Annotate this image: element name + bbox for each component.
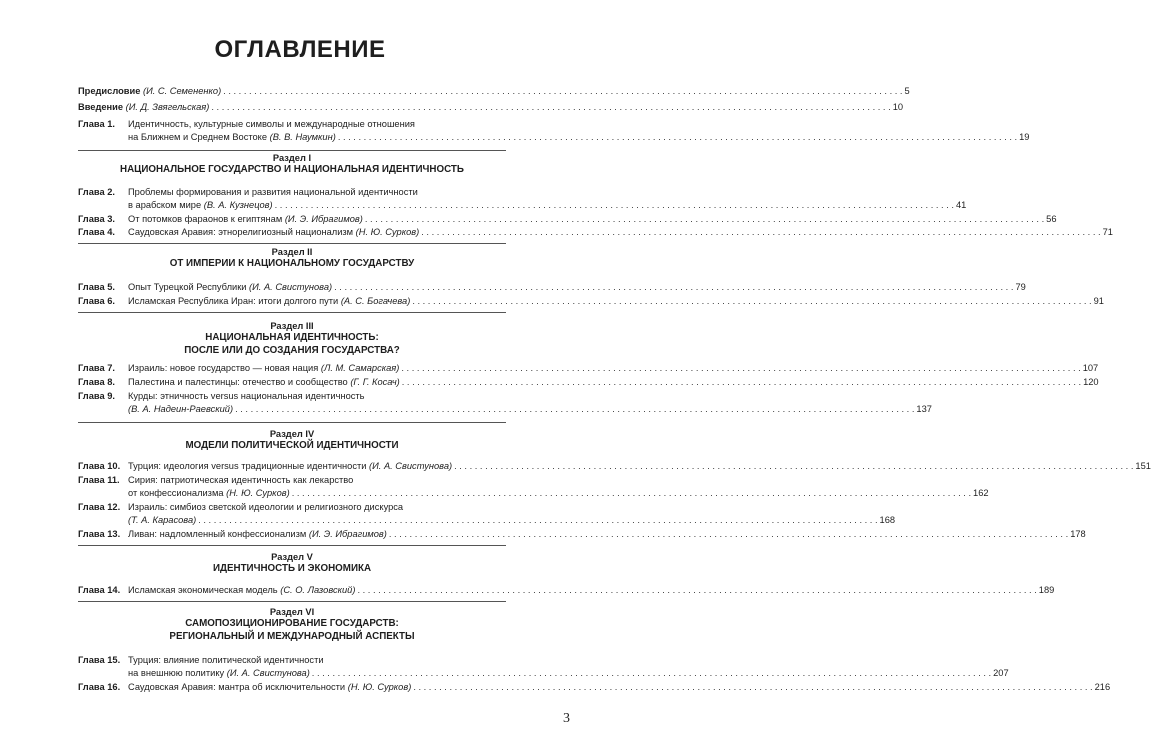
leader-dots: . . . . . . . . . . . . . . . . . . . . . . . . . . . . . . . . . . . . . . . . . . . . . . . . . . . . . . . . . . . . . . . . . . . . . . . . . . . . . . . . . . . . . . . . . . . . . . . . . . . . . . . . . . . . . . . . . . . . . . . . . . . . . . . . . . . . (211, 102, 891, 112)
entry-page: 10 (892, 102, 904, 112)
entry-author: (И. Э. Ибрагимов) (308, 529, 387, 539)
leader-dots: . . . . . . . . . . . . . . . . . . . . . . . . . . . . . . . . . . . . . . . . . . . . . . . . . . . . . . . . . . . . . . . . . . . . . . . . . . . . . . . . . . . . . . . . . . . . . . . . . . . . . . . . . . . . . . . . . . . . . . . . . . . . . . . . . . . . (223, 86, 903, 96)
section-title: НАЦИОНАЛЬНАЯ ИДЕНТИЧНОСТЬ: (205, 332, 379, 343)
section-title: САМОПОЗИЦИОНИРОВАНИЕ ГОСУДАРСТВ: (185, 618, 399, 629)
leader-dots: . . . . . . . . . . . . . . . . . . . . . . . . . . . . . . . . . . . . . . . . . . . . . . . . . . . . . . . . . . . . . . . . . . . . . . . . . . . . . . . . . . . . . . . . . . . . . . . . . . . . . . . . . . . . . . . . . . . . . . . . . . . . . . . . . . . . (388, 529, 1069, 539)
leader-dots: . . . . . . . . . . . . . . . . . . . . . . . . . . . . . . . . . . . . . . . . . . . . . . . . . . . . . . . . . . . . . . . . . . . . . . . . . . . . . . . . . . . . . . . . . . . . . . . . . . . . . . . . . . . . . . . . . . . . . . . . . . . . . . . . . . . . (413, 682, 1093, 692)
entry-label: Глава 12. (78, 502, 121, 512)
entry-title-line: на Ближнем и Среднем Востоке (128, 132, 270, 142)
entry-author: (Т. А. Карасова) (128, 515, 197, 525)
leader-dots: . . . . . . . . . . . . . . . . . . . . . . . . . . . . . . . . . . . . . . . . . . . . . . . . . . . . . . . . . . . . . . . . . . . . . . . . . . . . . . . . . . . . . . . . . . . . . . . . . . . . . . . . . . . . . . . . . . . . . . . . . . . . . . . . . . . . (357, 585, 1037, 595)
entry-author: (И. Э. Ибрагимов) (284, 214, 363, 224)
entry-author: (Г. Г. Косач) (350, 377, 400, 387)
entry-author: (Н. Ю. Сурков) (226, 488, 290, 498)
leader-dots: . . . . . . . . . . . . . . . . . . . . . . . . . . . . . . . . . . . . . . . . . . . . . . . . . . . . . . . . . . . . . . . . . . . . . . . . . . . . . . . . . . . . . . . . . . . . . . . . . . . . . . . . . . . . . . . . . . . . . . . . . . . . . . . . . . . . (311, 668, 992, 678)
entry-label: Глава 6. (78, 296, 115, 306)
entry-author: (И. С. Семененко) (142, 86, 222, 96)
section-title: НАЦИОНАЛЬНОЕ ГОСУДАРСТВО И НАЦИОНАЛЬНАЯ ИДЕНТИЧНОСТЬ (120, 164, 464, 175)
entry-author: (И. А. Свистунова) (369, 461, 453, 471)
entry-label: Глава 11. (78, 475, 120, 485)
leader-dots: . . . . . . . . . . . . . . . . . . . . . . . . . . . . . . . . . . . . . . . . . . . . . . . . . . . . . . . . . . . . . . . . . . . . . . . . . . . . . . . . . . . . . . . . . . . . . . . . . . . . . . . . . . . . . . . . . . . . . . . . . . . . . . . . . . . . (412, 296, 1092, 306)
section-title: ПОСЛЕ ИЛИ ДО СОЗДАНИЯ ГОСУДАРСТВА? (184, 344, 400, 356)
entry-author: (В. А. Кузнецов) (203, 200, 273, 210)
entry-label: Глава 10. (78, 461, 121, 471)
entry-page: 71 (1102, 227, 1113, 237)
page-title: ОГЛАВЛЕНИЕ (214, 36, 386, 63)
section-heading-3 (78, 320, 506, 357)
entry-title-line: на внешнюю политику (128, 668, 227, 678)
page-number: 3 (563, 711, 570, 726)
entry-label: Введение (78, 102, 124, 112)
entry-title-line: в арабском мире (128, 200, 204, 210)
entry-author: (Н. Ю. Сурков) (355, 227, 420, 237)
leader-dots: . . . . . . . . . . . . . . . . . . . . . . . . . . . . . . . . . . . . . . . . . . . . . . . . . . . . . . . . . . . . . . . . . . . . . . . . . . . . . . . . . . . . . . . . . . . . . . . . . . . . . . . . . . . . . . . . . . . . . . . . . . . . . . . . . . . . (364, 214, 1045, 224)
section-divider (78, 150, 506, 151)
entry-page: 19 (1019, 132, 1030, 142)
entry-title-line: Сирия: патриотическая идентичность как лекарство (128, 475, 354, 485)
section-heading-4 (78, 428, 506, 453)
section-title: РЕГИОНАЛЬНЫЙ И МЕЖДУНАРОДНЫЙ АСПЕКТЫ (169, 630, 415, 642)
entry-page: 56 (1046, 214, 1057, 224)
entry-title-line: Идентичность, культурные символы и международные отношения (128, 119, 415, 129)
entry-title-line: Палестина и палестинцы: отечество и сообщество (128, 377, 351, 387)
section-heading-6 (78, 606, 506, 643)
entry-title-line: Саудовская Аравия: мантра об исключительности (128, 682, 348, 692)
entry-author: (И. А. Свистунова) (249, 282, 333, 292)
leader-dots: . . . . . . . . . . . . . . . . . . . . . . . . . . . . . . . . . . . . . . . . . . . . . . . . . . . . . . . . . . . . . . . . . . . . . . . . . . . . . . . . . . . . . . . . . . . . . . . . . . . . . . . . . . . . . . . . . . . . . . . . . . . . . . . . . . . . (334, 282, 1014, 292)
entry-title-line: Турция: идеология versus традиционные идентичности (128, 461, 370, 471)
entry-label: Глава 2. (78, 187, 115, 197)
entry-author: (И. А. Свистунова) (226, 668, 310, 678)
entry-title-line: Турция: влияние политической идентичности (128, 655, 324, 665)
section-heading-5 (78, 551, 506, 576)
leader-dots: . . . . . . . . . . . . . . . . . . . . . . . . . . . . . . . . . . . . . . . . . . . . . . . . . . . . . . . . . . . . . . . . . . . . . . . . . . . . . . . . . . . . . . . . . . . . . . . . . . . . . . . . . . . . . . . . . . . . . . . . . . . . . . . . . . . . (421, 227, 1101, 237)
entry-page: 79 (1015, 282, 1026, 292)
section-divider (78, 422, 506, 423)
entry-author: (В. В. Наумкин) (269, 132, 336, 142)
leader-dots: . . . . . . . . . . . . . . . . . . . . . . . . . . . . . . . . . . . . . . . . . . . . . . . . . . . . . . . . . . . . . . . . . . . . . . . . . . . . . . . . . . . . . . . . . . . . . . . . . . . . . . . . . . . . . . . . . . . . . . . . . . . . . . . . . . . . (235, 404, 915, 414)
entry-label: Глава 7. (78, 363, 115, 373)
entry-label: Предисловие (78, 86, 141, 96)
entry-title-line: Проблемы формирования и развития национальной идентичности (128, 187, 418, 197)
entry-page: 168 (879, 515, 896, 525)
entry-page: 120 (1083, 377, 1099, 387)
entry-page: 137 (916, 404, 932, 414)
entry-title-line: Израиль: симбиоз светской идеологии и религиозного дискурса (128, 502, 404, 512)
leader-dots: . . . . . . . . . . . . . . . . . . . . . . . . . . . . . . . . . . . . . . . . . . . . . . . . . . . . . . . . . . . . . . . . . . . . . . . . . . . . . . . . . . . . . . . . . . . . . . . . . . . . . . . . . . . . . . . . . . . . . . . . . . . . . . . . . . . . (337, 132, 1018, 142)
section-label: Раздел II (271, 247, 313, 257)
entry-label: Глава 13. (78, 529, 121, 539)
entry-page: 41 (955, 200, 967, 210)
leader-dots: . . . . . . . . . . . . . . . . . . . . . . . . . . . . . . . . . . . . . . . . . . . . . . . . . . . . . . . . . . . . . . . . . . . . . . . . . . . . . . . . . . . . . . . . . . . . . . . . . . . . . . . . . . . . . . . . . . . . . . . . . . . . . . . . . . . . (198, 515, 878, 525)
entry-page: 178 (1070, 529, 1086, 539)
entry-page: 5 (904, 86, 910, 96)
entry-title-line: Ливан: надломленный конфессионализм (128, 529, 309, 539)
section-title: ОТ ИМПЕРИИ К НАЦИОНАЛЬНОМУ ГОСУДАРСТВУ (169, 258, 415, 269)
section-label: Раздел V (271, 552, 313, 562)
entry-author: (С. О. Лазовский) (280, 585, 356, 595)
section-title: ИДЕНТИЧНОСТЬ И ЭКОНОМИКА (212, 563, 372, 574)
section-label: Раздел III (270, 321, 314, 331)
entry-title-line: Израиль: новое государство — новая нация (128, 363, 321, 373)
entry-author: (И. Д. Звягельская) (125, 102, 210, 112)
entry-page: 216 (1094, 682, 1111, 692)
section-label: Раздел IV (269, 429, 315, 439)
entry-author: (Н. Ю. Сурков) (347, 682, 412, 692)
entry-title-line: Опыт Турецкой Республики (128, 282, 250, 292)
entry-author: (Л. М. Самарская) (320, 363, 400, 373)
entry-label: Глава 9. (78, 391, 115, 401)
entry-page: 162 (973, 488, 989, 498)
entry-author: (А. С. Богачева) (340, 296, 411, 306)
leader-dots: . . . . . . . . . . . . . . . . . . . . . . . . . . . . . . . . . . . . . . . . . . . . . . . . . . . . . . . . . . . . . . . . . . . . . . . . . . . . . . . . . . . . . . . . . . . . . . . . . . . . . . . . . . . . . . . . . . . . . . . . . . . . . . . . . . . . (291, 488, 972, 498)
leader-dots: . . . . . . . . . . . . . . . . . . . . . . . . . . . . . . . . . . . . . . . . . . . . . . . . . . . . . . . . . . . . . . . . . . . . . . . . . . . . . . . . . . . . . . . . . . . . . . . . . . . . . . . . . . . . . . . . . . . . . . . . . . . . . . . . . . . . (401, 377, 1082, 387)
entry-author: (В. А. Надеин-Раевский) (128, 404, 234, 414)
entry-page: 107 (1082, 363, 1099, 373)
entry-page: 207 (993, 668, 1009, 678)
entry-label: Глава 15. (78, 655, 121, 665)
entry-title-line: Исламская экономическая модель (128, 585, 281, 595)
leader-dots: . . . . . . . . . . . . . . . . . . . . . . . . . . . . . . . . . . . . . . . . . . . . . . . . . . . . . . . . . . . . . . . . . . . . . . . . . . . . . . . . . . . . . . . . . . . . . . . . . . . . . . . . . . . . . . . . . . . . . . . . . . . . . . . . . . . . (454, 461, 1134, 471)
entry-title-line: От потомков фараонов к египтянам (128, 214, 285, 224)
section-heading-2 (78, 246, 506, 271)
entry-label: Глава 3. (78, 214, 115, 224)
entry-title-line: Саудовская Аравия: этнорелигиозный национализм (128, 227, 356, 237)
entry-label: Глава 5. (78, 282, 115, 292)
leader-dots: . . . . . . . . . . . . . . . . . . . . . . . . . . . . . . . . . . . . . . . . . . . . . . . . . . . . . . . . . . . . . . . . . . . . . . . . . . . . . . . . . . . . . . . . . . . . . . . . . . . . . . . . . . . . . . . . . . . . . . . . . . . . . . . . . . . . (274, 200, 954, 210)
entry-page: 189 (1038, 585, 1055, 595)
entry-title-line: от конфессионализма (128, 488, 227, 498)
entry-label: Глава 14. (78, 585, 121, 595)
entry-label: Глава 1. (78, 119, 115, 129)
section-title: МОДЕЛИ ПОЛИТИЧЕСКОЙ ИДЕНТИЧНОСТИ (185, 440, 399, 451)
section-divider (78, 601, 506, 602)
section-heading-1 (78, 152, 506, 177)
entry-label: Глава 16. (78, 682, 121, 692)
entry-title-line: Курды: этничность versus национальная идентичность (128, 391, 365, 401)
entry-page: 91 (1093, 296, 1104, 306)
section-divider (78, 545, 506, 546)
leader-dots: . . . . . . . . . . . . . . . . . . . . . . . . . . . . . . . . . . . . . . . . . . . . . . . . . . . . . . . . . . . . . . . . . . . . . . . . . . . . . . . . . . . . . . . . . . . . . . . . . . . . . . . . . . . . . . . . . . . . . . . . . . . . . . . . . . . . (401, 363, 1081, 373)
entry-title-line: Исламская Республика Иран: итоги долгого пути (128, 296, 341, 306)
entry-page: 151 (1135, 461, 1151, 471)
section-divider (78, 312, 506, 313)
section-divider (78, 243, 506, 244)
section-label: Раздел I (272, 153, 312, 163)
entry-label: Глава 8. (78, 377, 115, 387)
entry-label: Глава 4. (78, 227, 115, 237)
section-label: Раздел VI (269, 607, 315, 617)
